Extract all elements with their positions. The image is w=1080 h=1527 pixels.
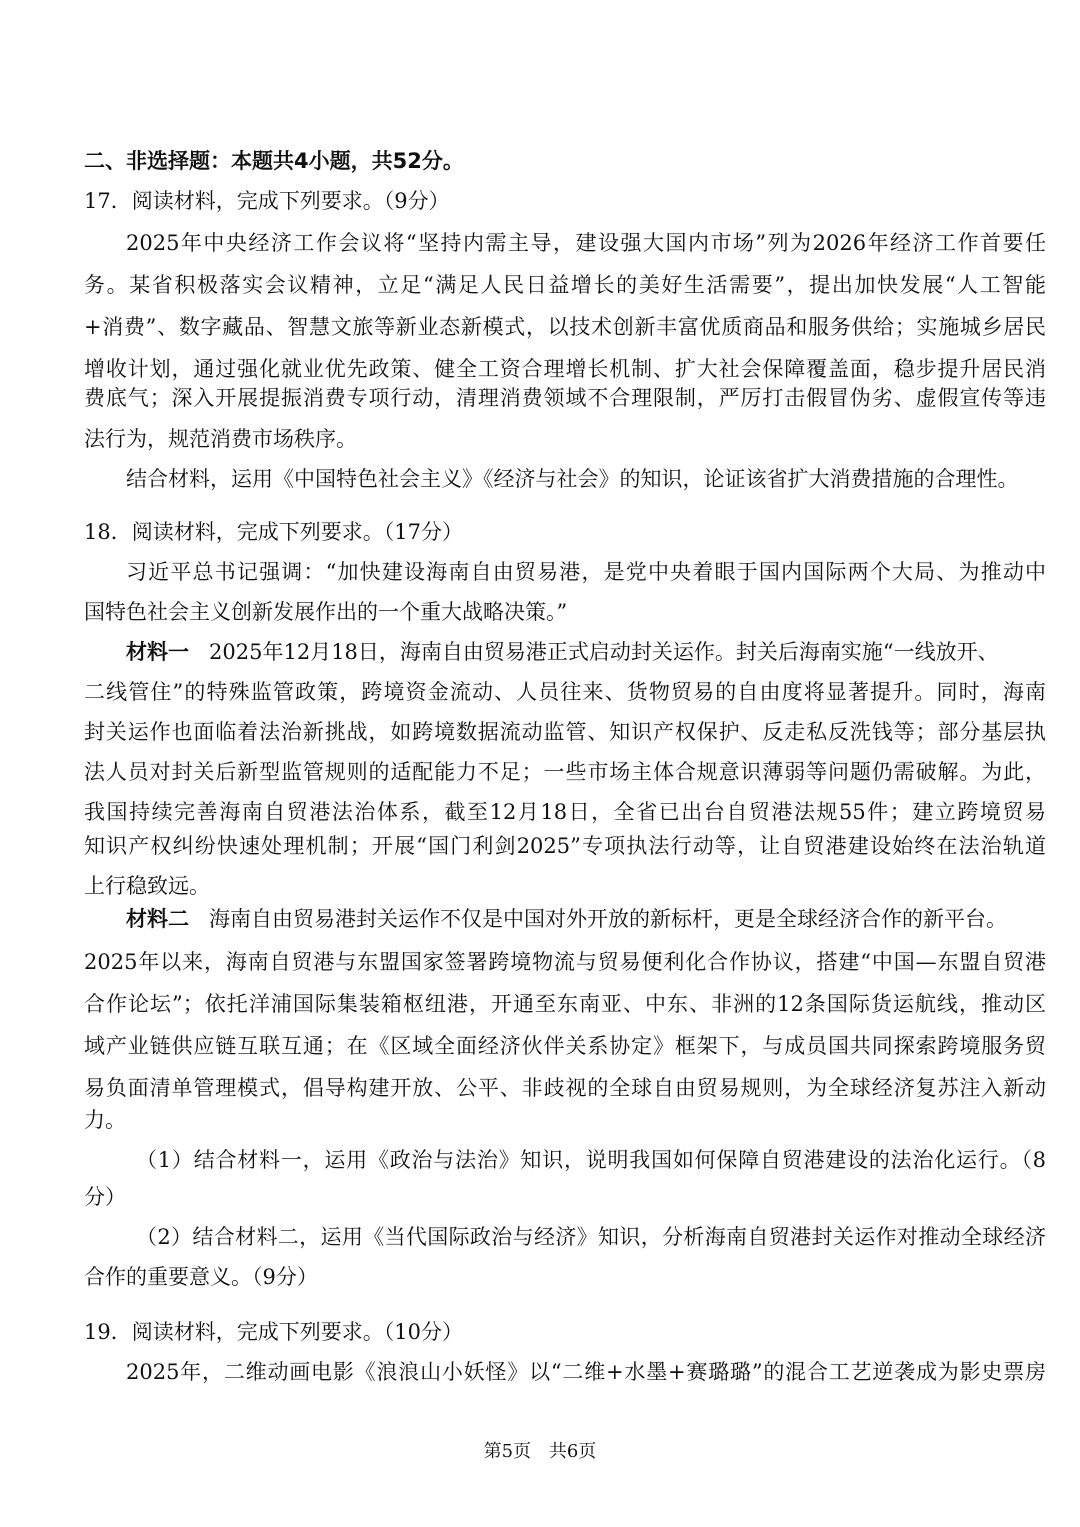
material-two-label: 材料二	[126, 907, 189, 931]
material-two-line: 力。	[84, 1108, 126, 1132]
q19-header: 19．阅读材料，完成下列要求。（10分）	[84, 1320, 463, 1344]
q17-para-line: 法行为，规范消费市场秩序。	[84, 427, 357, 451]
material-two-line: 2025年以来，海南自贸港与东盟国家签署跨境物流与贸易便利化合作协议，搭建“中国—东盟自贸港	[84, 950, 1046, 974]
material-one-line: 封关运作也面临着法治新挑战，如跨境数据流动监管、知识产权保护、反走私反洗钱等；部分基层执	[84, 720, 1046, 744]
material-one-label: 材料一	[126, 640, 189, 664]
material-two-first-line	[126, 904, 1046, 934]
material-two-line: 易负面清单管理模式，倡导构建开放、公平、非歧视的全球自由贸易规则，为全球经济复苏注入新动	[84, 1076, 1046, 1100]
q18-sub1-line: （1）结合材料一，运用《政治与法治》知识，说明我国如何保障自贸港建设的法治化运行。（8	[136, 1148, 1046, 1172]
section-title: 二、非选择题：本题共4小题，共52分。	[84, 149, 464, 173]
material-one-line: 上行稳致远。	[84, 874, 210, 898]
q18-sub2-line: 合作的重要意义。（9分）	[84, 1265, 318, 1289]
q17-task: 结合材料，运用《中国特色社会主义》《经济与社会》的知识，论证该省扩大消费措施的合理性。	[126, 467, 1019, 491]
material-one-first-line	[126, 637, 1046, 667]
q17-para-line: +消费”、数字藏品、智慧文旅等新业态新模式，以技术创新丰富优质商品和服务供给；实施城乡居民	[84, 315, 1046, 339]
q18-intro-line: 习近平总书记强调：“加快建设海南自由贸易港，是党中央着眼于国内国际两个大局、为推动中	[126, 560, 1046, 584]
q18-header: 18．阅读材料，完成下列要求。（17分）	[84, 520, 463, 544]
page-total: 共6页	[548, 1441, 597, 1462]
material-one-line: 知识产权纠纷快速处理机制；开展“国门利剑2025”专项执法行动等，让自贸港建设始终在法治轨道	[84, 834, 1046, 858]
q17-para-line: 2025年中央经济工作会议将“坚持内需主导，建设强大国内市场”列为2026年经济工作首要任	[126, 231, 1046, 255]
q17-para-line: 费底气；深入开展提振消费专项行动，清理消费领域不合理限制，严厉打击假冒伪劣、虚假宣传等违	[84, 386, 1046, 410]
material-one-line: 我国持续完善海南自贸港法治体系，截至12月18日，全省已出台自贸港法规55件；建立跨境贸易	[84, 800, 1046, 824]
page-number: 第5页	[483, 1441, 532, 1462]
material-two-line: 域产业链供应链互联互通；在《区域全面经济伙伴关系协定》框架下，与成员国共同探索跨境服务贸	[84, 1034, 1046, 1058]
material-two-text: 海南自由贸易港封关运作不仅是中国对外开放的新标杆，更是全球经济合作的新平台。	[209, 907, 1008, 931]
q18-sub2-line: （2）结合材料二，运用《当代国际政治与经济》知识，分析海南自贸港封关运作对推动全球经济	[136, 1225, 1046, 1249]
page-footer	[0, 1440, 1080, 1464]
q17-para-line: 增收计划，通过强化就业优先政策、健全工资合理增长机制、扩大社会保障覆盖面，稳步提升居民消	[84, 357, 1046, 381]
material-one-line: 二线管住”的特殊监管政策，跨境资金流动、人员往来、货物贸易的自由度将显著提升。同时，海南	[84, 680, 1046, 704]
material-one-line: 法人员对封关后新型监管规则的适配能力不足；一些市场主体合规意识薄弱等问题仍需破解。为此，	[84, 760, 1046, 784]
q19-para-line: 2025年，二维动画电影《浪浪山小妖怪》以“二维+水墨+赛璐璐”的混合工艺逆袭成为影史票房	[126, 1360, 1046, 1384]
q17-para-line: 务。某省积极落实会议精神，立足“满足人民日益增长的美好生活需要”，提出加快发展“人工智能	[84, 273, 1046, 297]
q17-header: 17．阅读材料，完成下列要求。（9分）	[84, 189, 450, 213]
q18-sub1-line: 分）	[84, 1185, 126, 1209]
material-two-line: 合作论坛”；依托洋浦国际集装箱枢纽港，开通至东南亚、中东、非洲的12条国际货运航线，推动区	[84, 992, 1046, 1016]
material-one-text: 2025年12月18日，海南自由贸易港正式启动封关运作。封关后海南实施“一线放开、	[209, 640, 999, 664]
q18-intro-line: 国特色社会主义创新发展作出的一个重大战略决策。”	[84, 600, 568, 624]
